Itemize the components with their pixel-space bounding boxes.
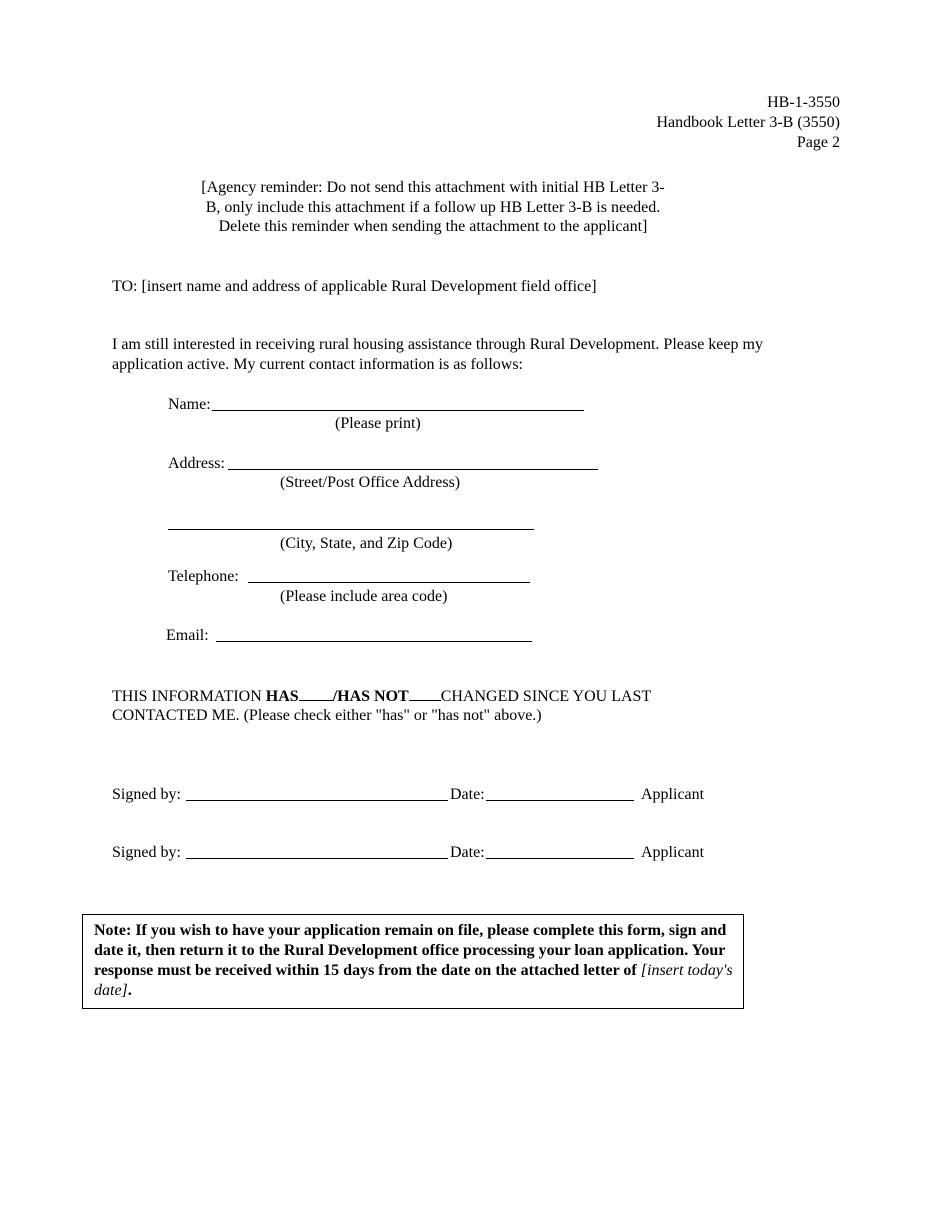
date-label: Date: bbox=[450, 786, 485, 803]
applicant-label: Applicant bbox=[641, 786, 705, 803]
signature-field[interactable] bbox=[186, 858, 448, 859]
agency-reminder: [Agency reminder: Do not send this attachment with initial HB Letter 3-B, only include this attachment if a follow up HB Letter 3-B is needed. Delete this reminder when sending the attachment to the applicant] bbox=[201, 179, 665, 235]
document-header bbox=[540, 93, 840, 153]
name-field[interactable] bbox=[212, 410, 584, 411]
telephone-label: Telephone: bbox=[168, 568, 239, 585]
signature-field[interactable] bbox=[186, 800, 448, 801]
email-field[interactable] bbox=[216, 641, 532, 642]
address-label: Address: bbox=[168, 455, 225, 472]
to-line: TO: [insert name and address of applicable Rural Development field office] bbox=[112, 278, 597, 295]
status-has-not: /HAS NOT bbox=[332, 688, 409, 705]
has-not-checkbox-blank[interactable] bbox=[409, 686, 441, 701]
note-date-placeholder: [insert today's date] bbox=[94, 962, 733, 999]
telephone-field[interactable] bbox=[248, 582, 530, 583]
status-instruction: CONTACTED ME. (Please check either "has" or "has not" above.) bbox=[112, 707, 542, 724]
date-label: Date: bbox=[450, 844, 485, 861]
name-caption: (Please print) bbox=[335, 415, 421, 432]
page-number: Page 2 bbox=[796, 134, 840, 151]
applicant-label: Applicant bbox=[641, 844, 705, 861]
telephone-caption: (Please include area code) bbox=[280, 588, 448, 605]
document-id: HB-1-3550 bbox=[767, 94, 840, 111]
intro-paragraph: I am still interested in receiving rural housing assistance through Rural Development. Please keep my application active. My current contact information is as follows: bbox=[112, 336, 763, 373]
has-checkbox-blank[interactable] bbox=[299, 686, 333, 701]
signed-by-label: Signed by: bbox=[112, 844, 181, 861]
status-prefix: THIS INFORMATION bbox=[112, 688, 262, 705]
note-text: Note: If you wish to have your application remain on file, please complete this form, sign and date it, then return it to the Rural Development office processing your loan application. Your response must be received within 15 days from the date on the attached letter of bbox=[94, 922, 727, 979]
letter-title: Handbook Letter 3-B (3550) bbox=[656, 114, 840, 131]
email-label: Email: bbox=[166, 627, 209, 644]
note-box bbox=[82, 914, 744, 1009]
address-caption: (Street/Post Office Address) bbox=[280, 474, 461, 491]
status-has: HAS bbox=[265, 688, 299, 705]
city-caption: (City, State, and Zip Code) bbox=[280, 535, 453, 552]
city-state-zip-field[interactable] bbox=[168, 529, 534, 530]
status-suffix: CHANGED SINCE YOU LAST bbox=[440, 688, 652, 705]
note-end: . bbox=[127, 982, 132, 999]
status-line bbox=[112, 686, 651, 707]
date-field[interactable] bbox=[486, 800, 634, 801]
date-field[interactable] bbox=[486, 858, 634, 859]
address-field[interactable] bbox=[228, 469, 598, 470]
name-label: Name: bbox=[168, 396, 211, 413]
signed-by-label: Signed by: bbox=[112, 786, 181, 803]
